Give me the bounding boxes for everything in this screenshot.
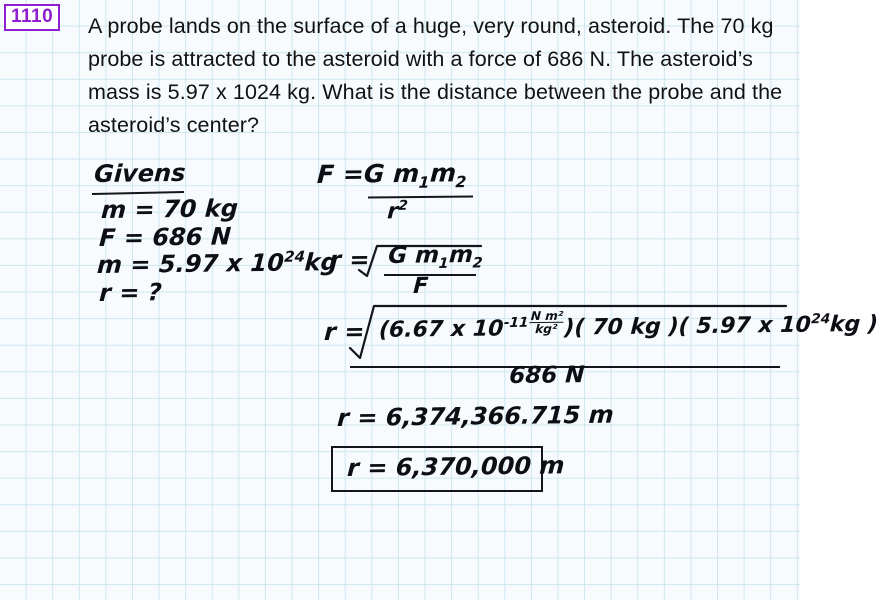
formula-fraction-bar	[368, 195, 473, 198]
formula-sub-1: 1	[418, 173, 431, 192]
result-exact: r = 6,374,366.715 m	[336, 400, 615, 432]
substituted-G-units	[529, 310, 565, 336]
solved-equation-fraction-bar	[384, 274, 476, 276]
substituted-mass-probe: ( 70 kg )	[573, 314, 680, 341]
solved-numerator-base: G m	[387, 242, 440, 269]
substituted-equation-numerator	[378, 306, 879, 343]
slide-number-badge: 1110	[4, 4, 60, 31]
given-unknown-radius: r = ?	[98, 278, 163, 307]
substituted-G-unit-bottom: kg²	[534, 321, 558, 337]
formula-numerator-m2: m	[429, 158, 457, 188]
substituted-mass-asteroid-open: ( 5.97 x 10	[677, 312, 812, 340]
solved-sub-1: 1	[438, 255, 450, 272]
solved-equation-numerator	[387, 242, 483, 273]
given-mass-asteroid-unit: kg	[303, 248, 339, 277]
substituted-mass-asteroid-unit: kg )	[829, 311, 879, 338]
substituted-equation-lhs: r =	[323, 317, 366, 346]
given-force: F = 686 N	[98, 222, 232, 252]
givens-heading: Givens	[93, 158, 187, 188]
formula-denominator-base: r	[386, 199, 399, 225]
given-mass-asteroid-base: m = 5.97 x 10	[96, 248, 285, 279]
given-mass-asteroid-exponent: 24	[283, 247, 306, 266]
solved-sub-2: 2	[472, 255, 483, 272]
solved-numerator-m2: m	[448, 241, 474, 269]
given-mass-probe: m = 70 kg	[100, 194, 239, 224]
result-rounded: r = 6,370,000 m	[346, 451, 566, 482]
substituted-G-unit-top: N m²	[530, 308, 564, 324]
substituted-open-paren: (	[378, 317, 390, 343]
formula-numerator: G m	[363, 158, 421, 189]
given-mass-asteroid	[96, 247, 338, 279]
solved-equation-lhs: r =	[328, 245, 371, 274]
formula-denominator	[386, 198, 408, 225]
substituted-close-paren: )	[563, 315, 576, 341]
substituted-G-exponent: -11	[503, 314, 529, 332]
substituted-mass-asteroid-exponent: 24	[810, 311, 831, 328]
substituted-equation-denominator: 686 N	[508, 362, 586, 389]
formula-denominator-exponent: 2	[397, 197, 409, 214]
formula-sub-2: 2	[455, 173, 467, 192]
substituted-G-value: 6.67 x 10	[388, 316, 505, 343]
formula-lhs: F =	[316, 159, 365, 189]
solved-equation-denominator: F	[412, 273, 430, 299]
formula-gravitation	[316, 158, 468, 193]
problem-statement: A probe lands on the surface of a huge, very round, asteroid. The 70 kg probe is attracted to the asteroid with a force of 686 N. The asteroid’s mass is 5.97 x 1024 kg. What is the distance between the probe and the asteroid’s center?	[88, 14, 783, 137]
